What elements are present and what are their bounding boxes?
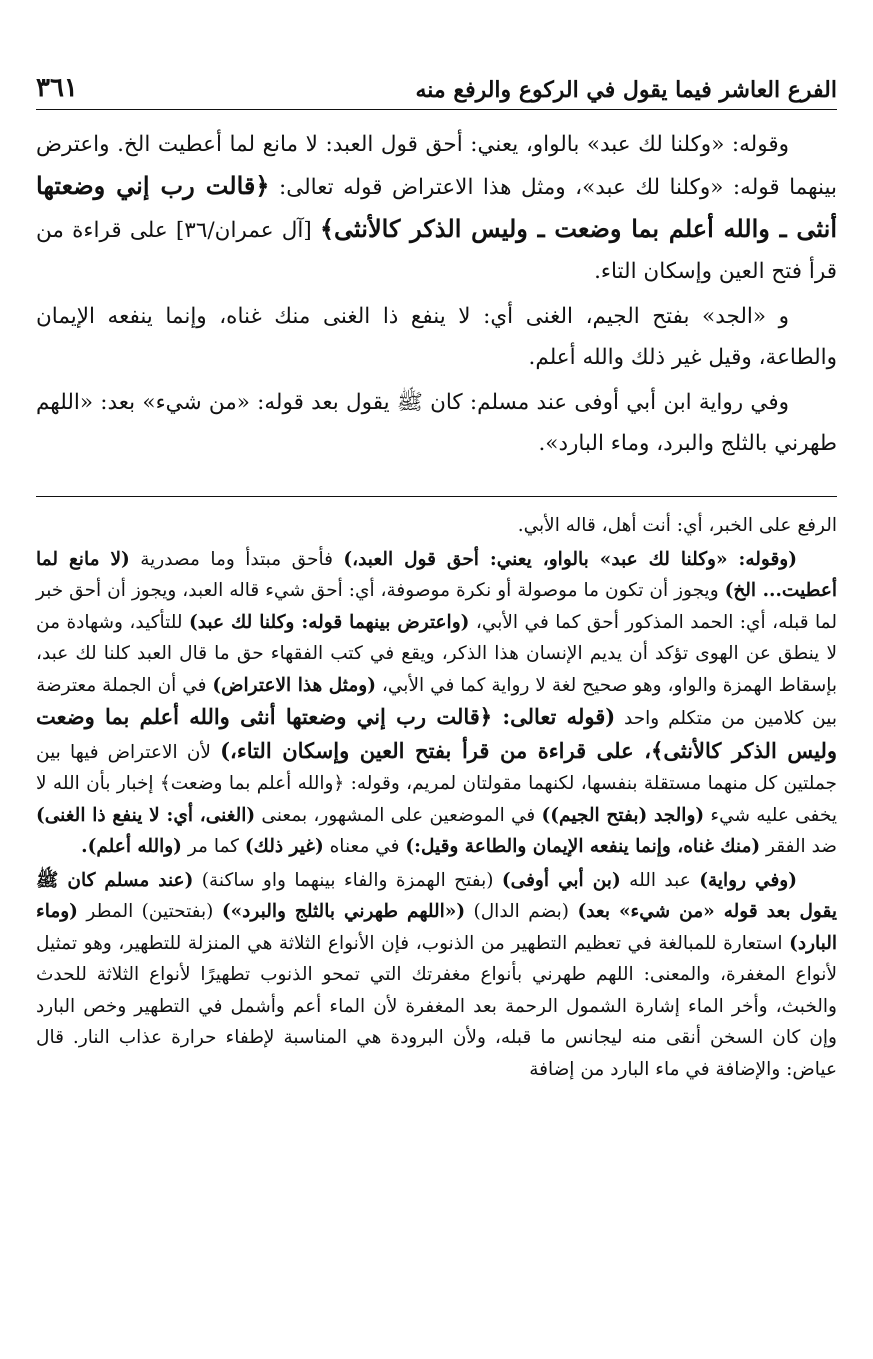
text-run: ويجوز أن تكون ما موصولة أو نكرة موصوفة، أي: أحق شيء قاله العبد، ويجوز أن أحق خبر لما قبله، أي: الحمد المذكور أحق كما في الأبي، [36,580,837,633]
commentary-paragraph: الرفع على الخبر، أي: أنت أهل، قاله الأبي. [517,515,837,536]
text-run: ضد الفقر [760,836,837,857]
text-run: للتأكيد، وشهادة من لا ينطق عن الهوى تؤكد أن يديم الإنسان هذا الذكر، ويقع في كتب الفقهاء حق ما قال العبد كلنا لك عبد، بإسقاط الهمزة والواو، وهو صحيح لغة لا رواية كما في الأبي، [36,611,837,696]
text-run: لأن الاعتراض فيها بين جملتين كل منهما مستقلة بنفسها، لكنهما مقولتان لمريم، وقوله: ﴿والله أعلم بما وضعت﴾ إخبار بأن الله لا يخفى عليه شيء [36,741,838,826]
matn-quote: (الغنى، أي: لا ينفع ذا الغنى) [36,804,256,826]
text-run: (بفتحتين) المطر [77,901,222,922]
text-run: استعارة للمبالغة في تعظيم التطهير من الذنوب، فإن الأنواع الثلاثة هي المنزلة للتطهير، وهو تمثيل لأنواع المغفرة، والمعنى: اللهم طهرني بأنواع مغفرتك التي تمحو الذنوب تطهيرًا لأنواع الثلاثة للحدث والخبث، وأخر الماء إشارة الشمول الرحمة بعد المغفرة لأن الماء أعم وأشمل في التطهير وخص البارد وإن كان السخن أنقى منه ليجانس ما قبله، ولأن البرودة هي المناسبة لإطفاء حرارة عذاب النار. قال عياض: والإضافة في ماء البارد من إضافة [36,932,837,1080]
text-run: (بفتح الهمزة والفاء بينهما واو ساكنة) [193,869,502,891]
running-title: الفرع العاشر فيما يقول في الركوع والرفع منه [415,77,837,103]
main-text [36,124,837,468]
matn-quote: (وقوله: «وكلنا لك عبد» بالواو، يعني: أحق قول العبد،) [343,548,797,570]
matn-quote: (وماء البارد) [36,901,837,954]
main-paragraph: و «الجد» بفتح الجيم، الغنى أي: لا ينفع ذا الغنى منك غناه، وإنما ينفعه الإيمان والطاعة، وقيل غير ذلك والله أعلم. [36,304,837,370]
commentary-paragraph [36,865,837,1086]
matn-quote: (واعترض بينهما قوله: وكلنا لك عبد) [188,611,470,633]
page-header [36,54,837,110]
matn-quote: (غير ذلك) [244,836,324,857]
matn-quote: (عند مسلم كان ﷺ يقول بعد قوله «من شيء» بعد) [36,869,837,922]
text-run: في الموضعين على المشهور، بمعنى [255,804,542,826]
matn-quote: (وفي رواية) [699,869,797,891]
page-number: ٣٦١ [36,73,78,103]
matn-quote: (بن أبي أوفى) [501,869,621,891]
matn-quote: (قوله تعالى: ﴿قالت رب إني وضعتها أنثى والله أعلم بما وضعت وليس الذكر كالأنثى﴾، على قراءة من قرأ بفتح العين وإسكان التاء،) [36,704,837,763]
text-run: [آل عمران/٣٦] على قراءة من قرأ فتح العين وإسكان التاء. [36,218,837,284]
commentary-paragraph [36,544,837,863]
text-run: عبد الله [620,869,700,891]
matn-quote: (والجد (بفتح الجيم)) [541,804,705,826]
quran-verse: ﴿قالت رب إني وضعتها أنثى ـ والله أعلم بما وضعت ـ وليس الذكر كالأنثى﴾ [36,171,837,243]
matn-quote: (لا مانع لما أعطيت... الخ) [36,548,838,601]
matn-quote: («اللهم طهرني بالثلج والبرد») [221,901,466,922]
text-run: فأحق مبتدأ وما مصدرية [129,548,344,570]
text-run: وقوله: «وكلنا لك عبد» بالواو، يعني: أحق قول العبد: لا مانع لما أعطيت الخ. واعترض بينهما قوله: «وكلنا لك عبد»، ومثل هذا الاعتراض قوله تعالى: [36,132,837,200]
section-divider [36,496,837,497]
matn-quote: (منك غناه، وإنما ينفعه الإيمان والطاعة وقيل:) [405,836,761,857]
main-paragraph: وفي رواية ابن أبي أوفى عند مسلم: كان ﷺ يقول بعد قوله: «من شيء» بعد: «اللهم طهرني بالثلج والبرد، وماء البارد». [36,390,837,456]
matn-quote: (ومثل هذا الاعتراض) [212,674,376,696]
main-paragraph [36,124,837,292]
commentary-text [36,510,837,1087]
text-run: في أن الجملة معترضة بين كلامين من متكلم واحد [36,674,838,729]
text-run: في معناه [323,836,406,857]
text-run: كما مر [181,836,245,857]
text-run: (بضم الدال) [465,901,578,922]
matn-quote: (والله أعلم). [81,836,182,857]
